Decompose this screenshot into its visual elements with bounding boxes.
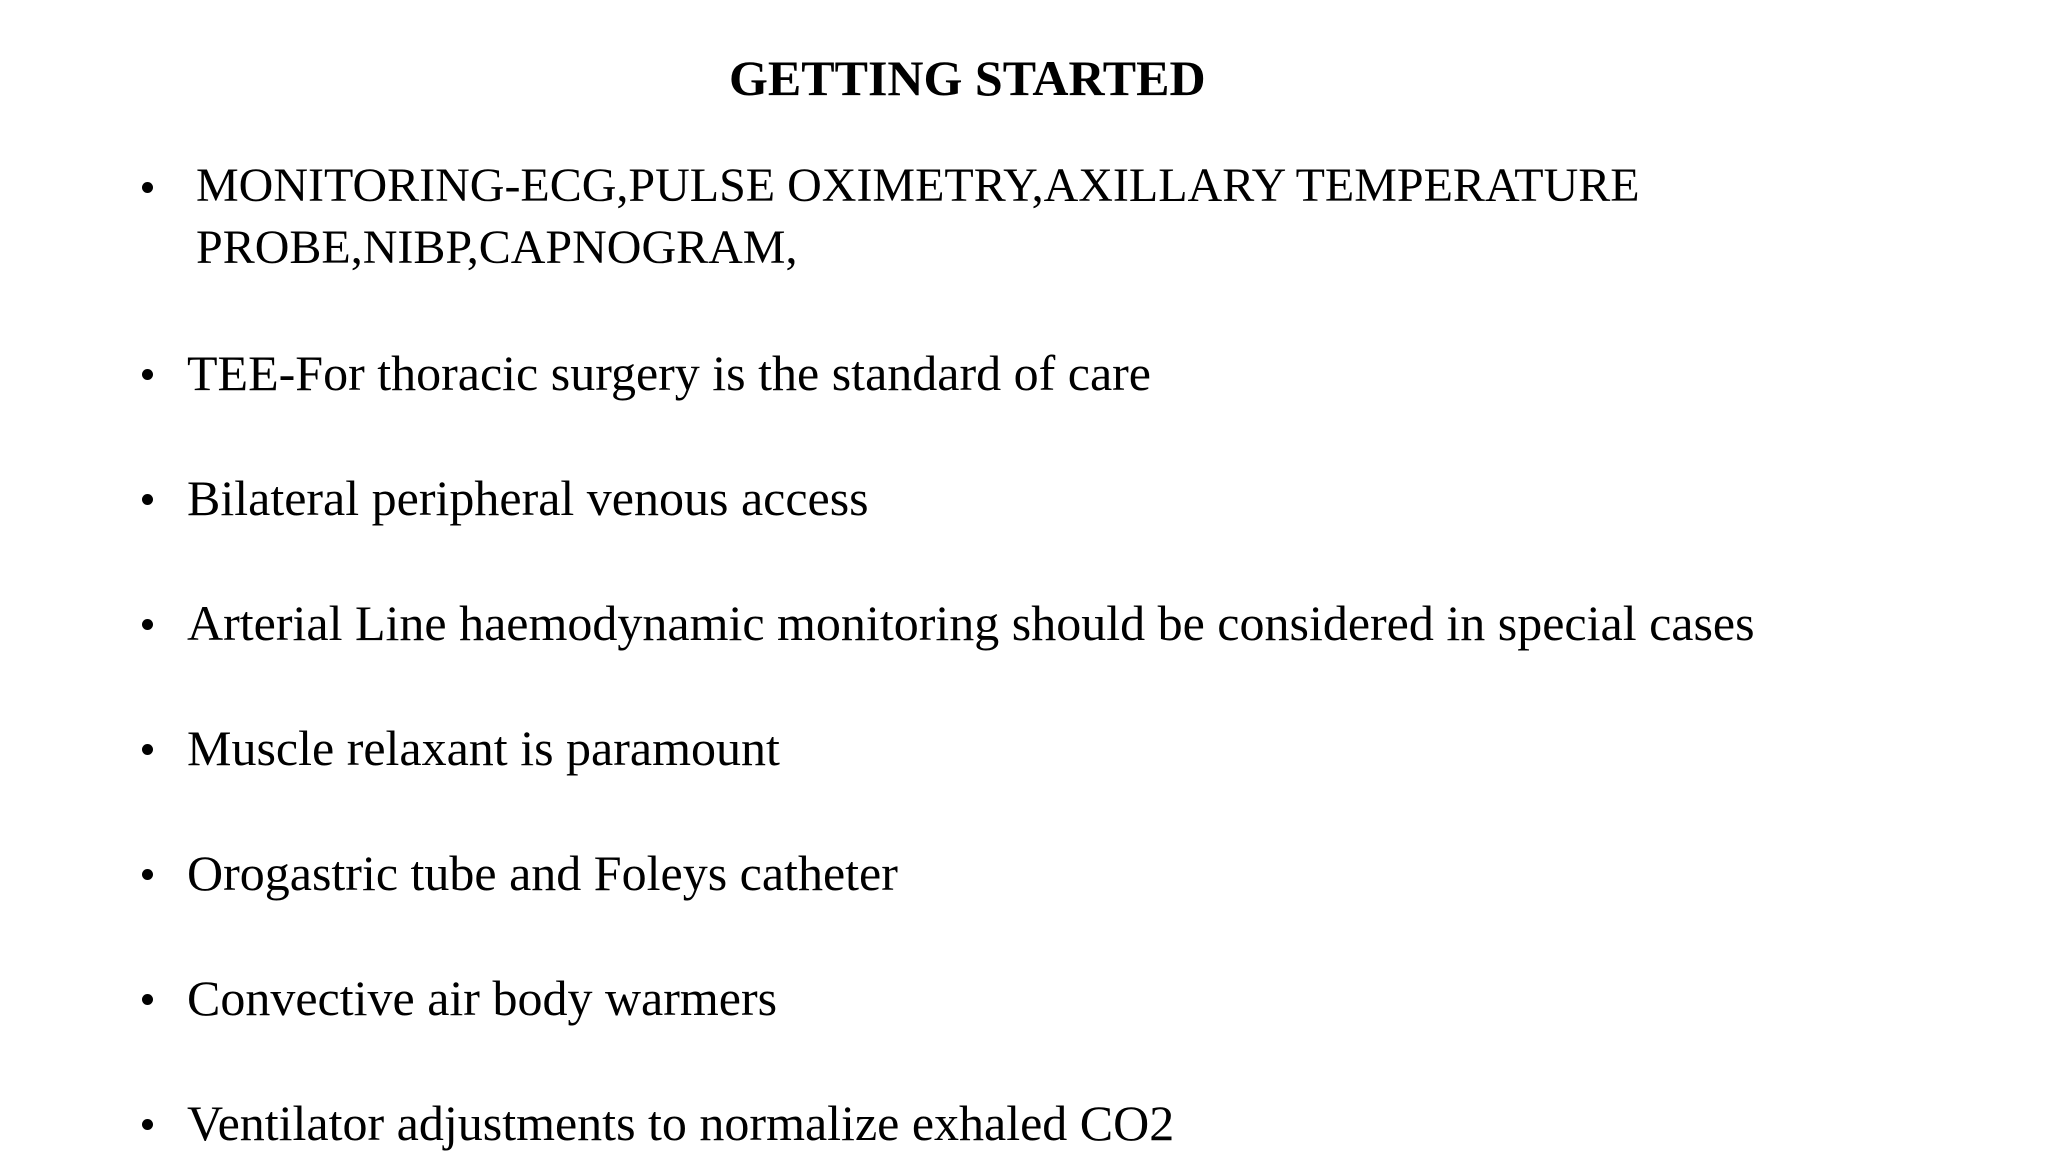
bullet-dot-icon [142, 369, 153, 380]
bullet-text: Bilateral peripheral venous access [187, 470, 869, 526]
bullet-text: Convective air body warmers [187, 970, 778, 1026]
bullet-text: Ventilator adjustments to normalize exhaled CO2 [187, 1095, 1175, 1151]
bullet-text-line-1: MONITORING-ECG,PULSE OXIMETRY,AXILLARY TEMPERATURE [196, 159, 1640, 212]
bullet-text: Arterial Line haemodynamic monitoring should be considered in special cases [187, 595, 1755, 651]
bullet-dot-icon [142, 869, 153, 880]
bullet-dot-icon [142, 994, 153, 1005]
slide-title: GETTING STARTED [729, 50, 1206, 106]
bullet-dot-icon [142, 619, 153, 630]
bullet-text-line-2: PROBE,NIBP,CAPNOGRAM, [196, 221, 798, 274]
bullet-dot-icon [142, 744, 153, 755]
bullet-dot-icon [142, 182, 153, 193]
bullet-dot-icon [142, 494, 153, 505]
bullet-text: Muscle relaxant is paramount [187, 720, 780, 776]
bullet-dot-icon [142, 1119, 153, 1130]
bullet-text: Orogastric tube and Foleys catheter [187, 845, 898, 901]
bullet-text [196, 155, 1796, 279]
bullet-text: TEE-For thoracic surgery is the standard of care [187, 345, 1151, 401]
